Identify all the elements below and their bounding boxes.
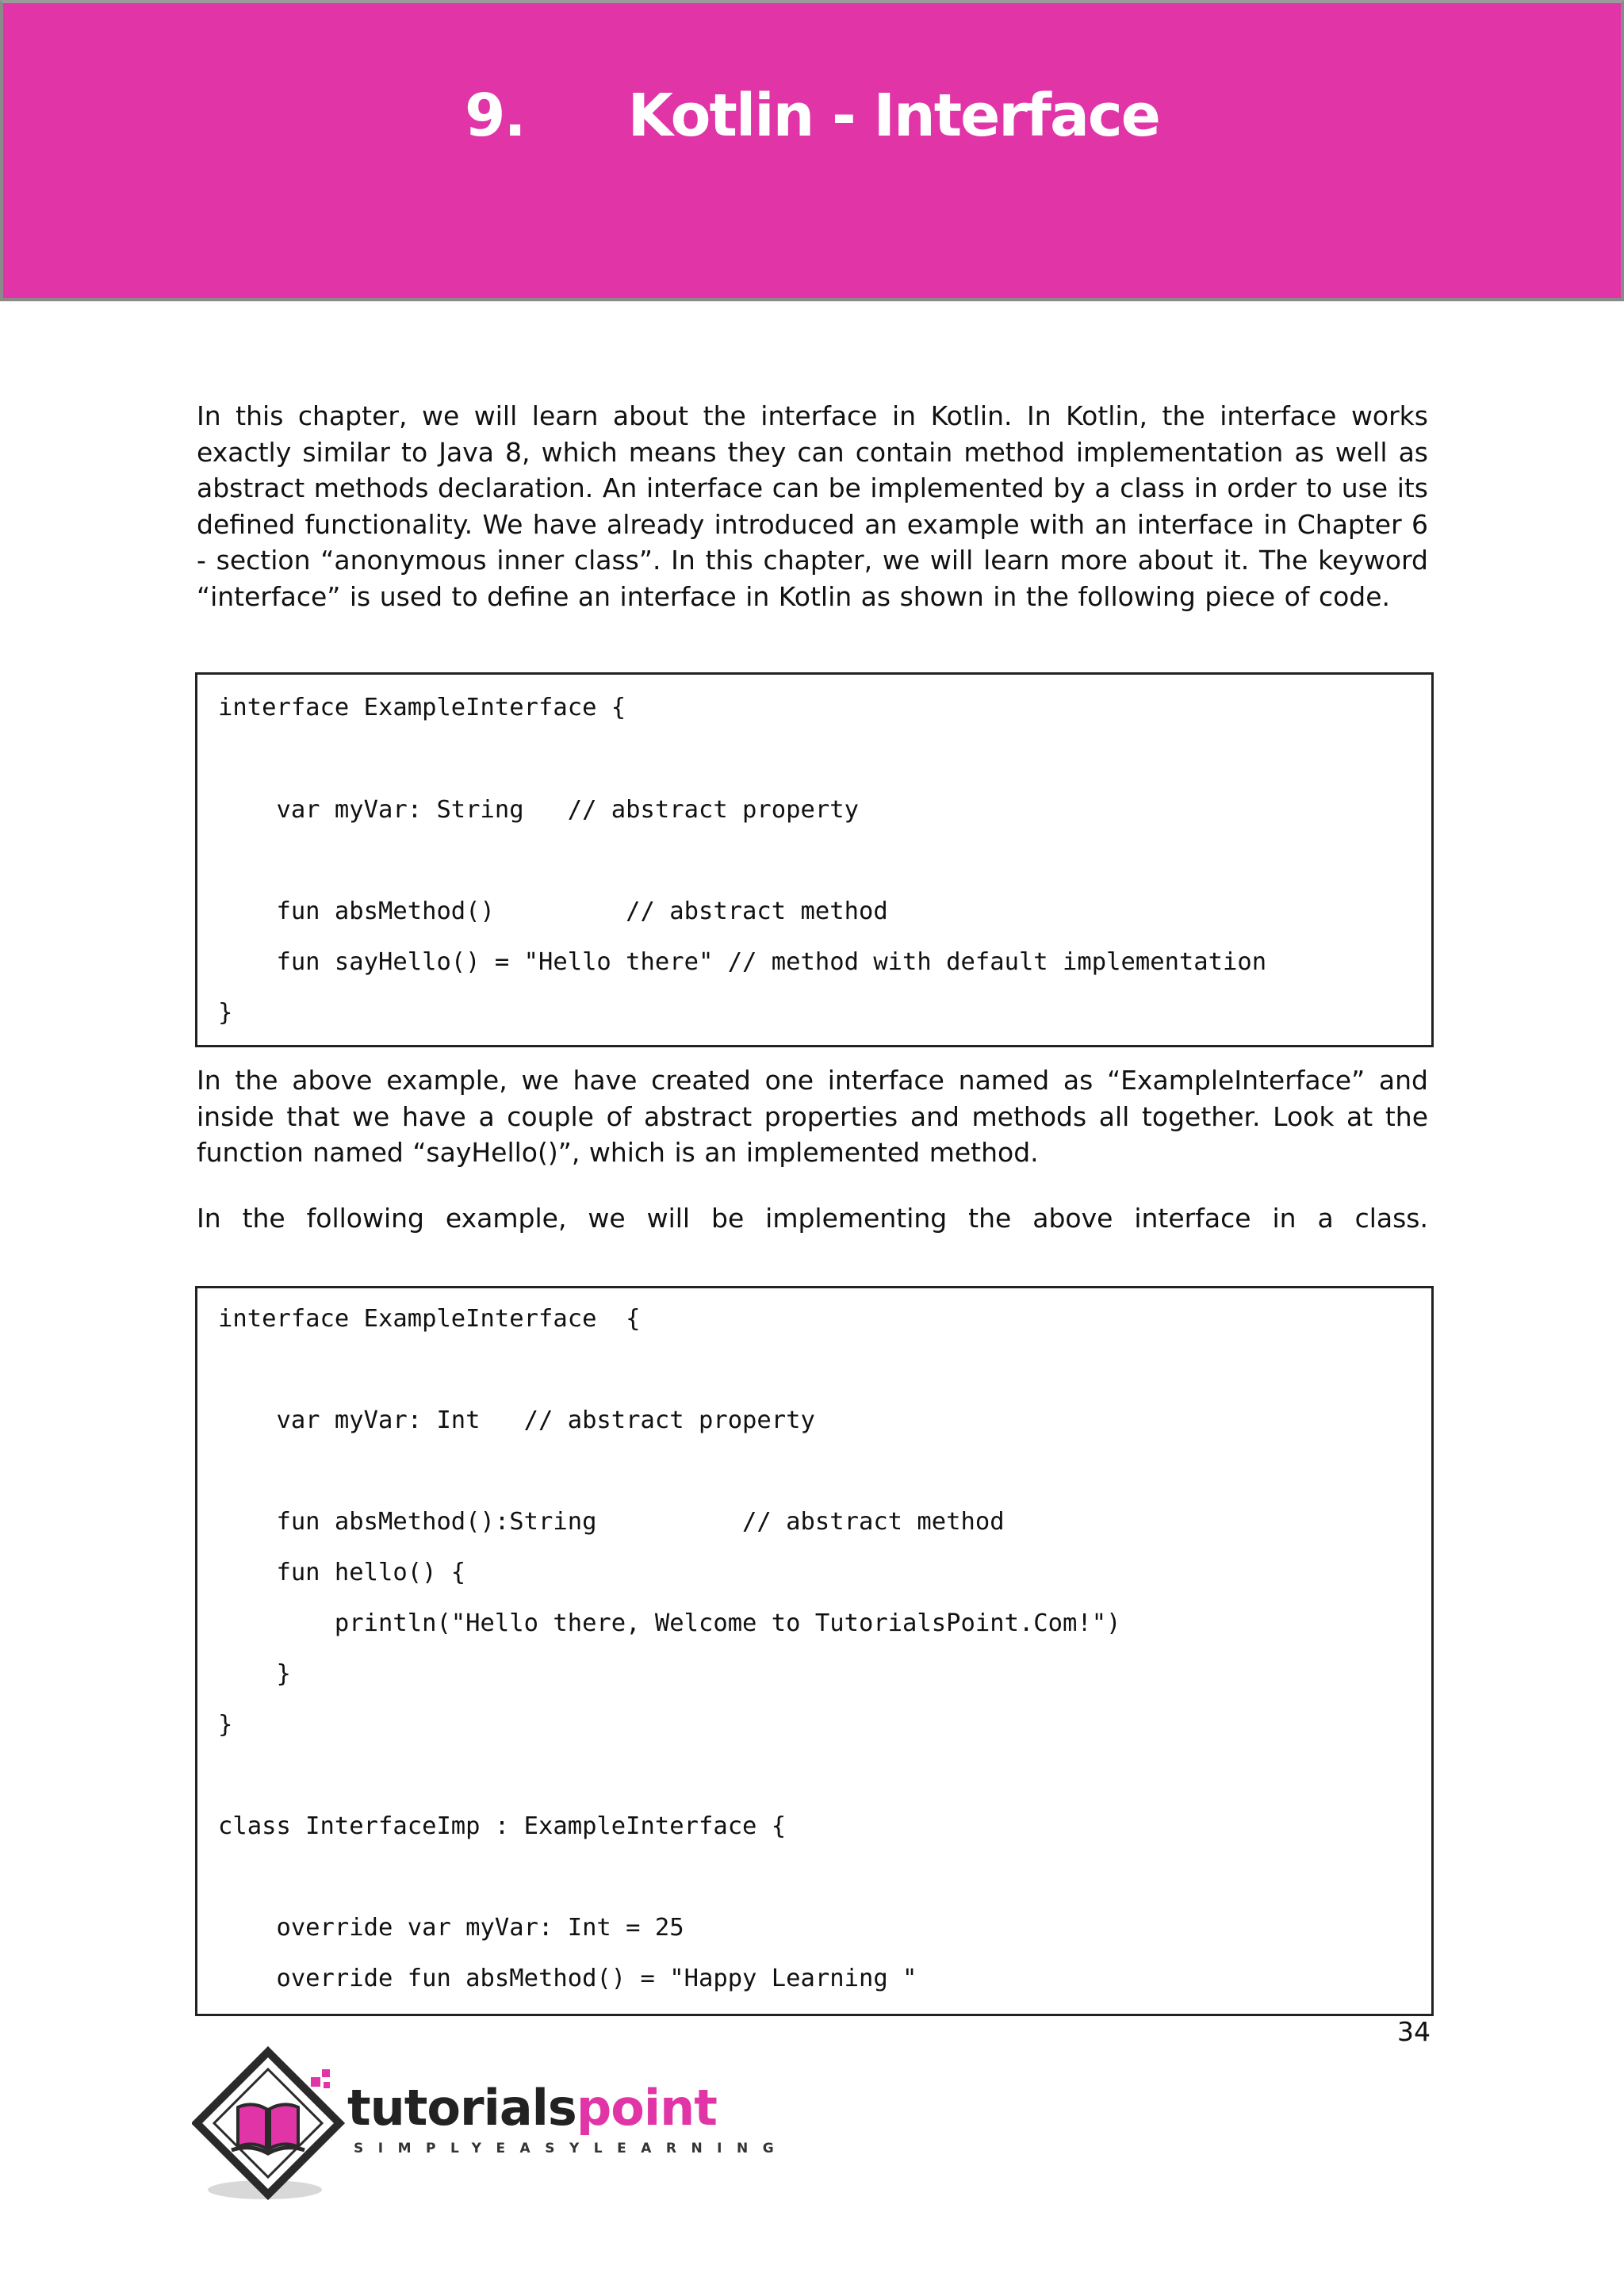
code-line: fun hello() { [218, 1559, 466, 1586]
logo-tagline: SIMPLYEASYLEARNING [354, 2141, 789, 2156]
code-block-interface [195, 672, 1434, 1047]
explanation-paragraph: In the above example, we have created one interface named as “ExampleInterface” and inside that we have a couple of abstract properties and methods all together. Look at the function named “sayHello()”, which is an implemented method. [197, 1065, 1428, 1168]
following-example-paragraph: In the following example, we will be implementing the above interface in a class. [197, 1203, 1428, 1234]
code-line: fun absMethod():String // abstract method [218, 1508, 1005, 1536]
logo-wordmark: tutorialspoint [347, 2079, 717, 2137]
code-line: var myVar: Int // abstract property [218, 1406, 815, 1434]
code-line: override var myVar: Int = 25 [218, 1914, 684, 1942]
code-line: } [218, 1660, 291, 1688]
chapter-title-text: Kotlin - Interface [627, 82, 1159, 150]
intro-paragraph: In this chapter, we will learn about the interface in Kotlin. In Kotlin, the interface works exactly similar to Java 8, which means they can contain method implementation as well as abstract methods declaration. An interface can be implemented by a class in order to use its defined functionality. We have already introduced an example with an interface in Chapter 6 - section “anonymous inner class”. In this chapter, we will learn more about it. The keyword “interface” is used to define an interface in Kotlin as shown in the following piece of code. [197, 400, 1428, 612]
code-line: fun absMethod() // abstract method [218, 897, 888, 925]
chapter-number: 9. [465, 82, 525, 150]
chapter-banner [0, 0, 1624, 301]
tutorialspoint-logo [192, 2045, 789, 2204]
open-book-diamond-icon [192, 2045, 350, 2204]
code-block-implementation [195, 1286, 1434, 2016]
code-line: class InterfaceImp : ExampleInterface { [218, 1812, 787, 1840]
code-line: override fun absMethod() = "Happy Learning " [218, 1965, 917, 1992]
code-line: println("Hello there, Welcome to TutorialsPoint.Com!") [218, 1609, 1121, 1637]
code-line: interface ExampleInterface { [218, 694, 626, 721]
code-line: } [218, 999, 233, 1027]
code-line: interface ExampleInterface { [218, 1305, 641, 1333]
page-number: 34 [1397, 2016, 1431, 2047]
code-line: } [218, 1711, 233, 1739]
code-line: var myVar: String // abstract property [218, 796, 859, 824]
chapter-title [3, 82, 1621, 150]
code-line: fun sayHello() = "Hello there" // method with default implementation [218, 948, 1267, 976]
